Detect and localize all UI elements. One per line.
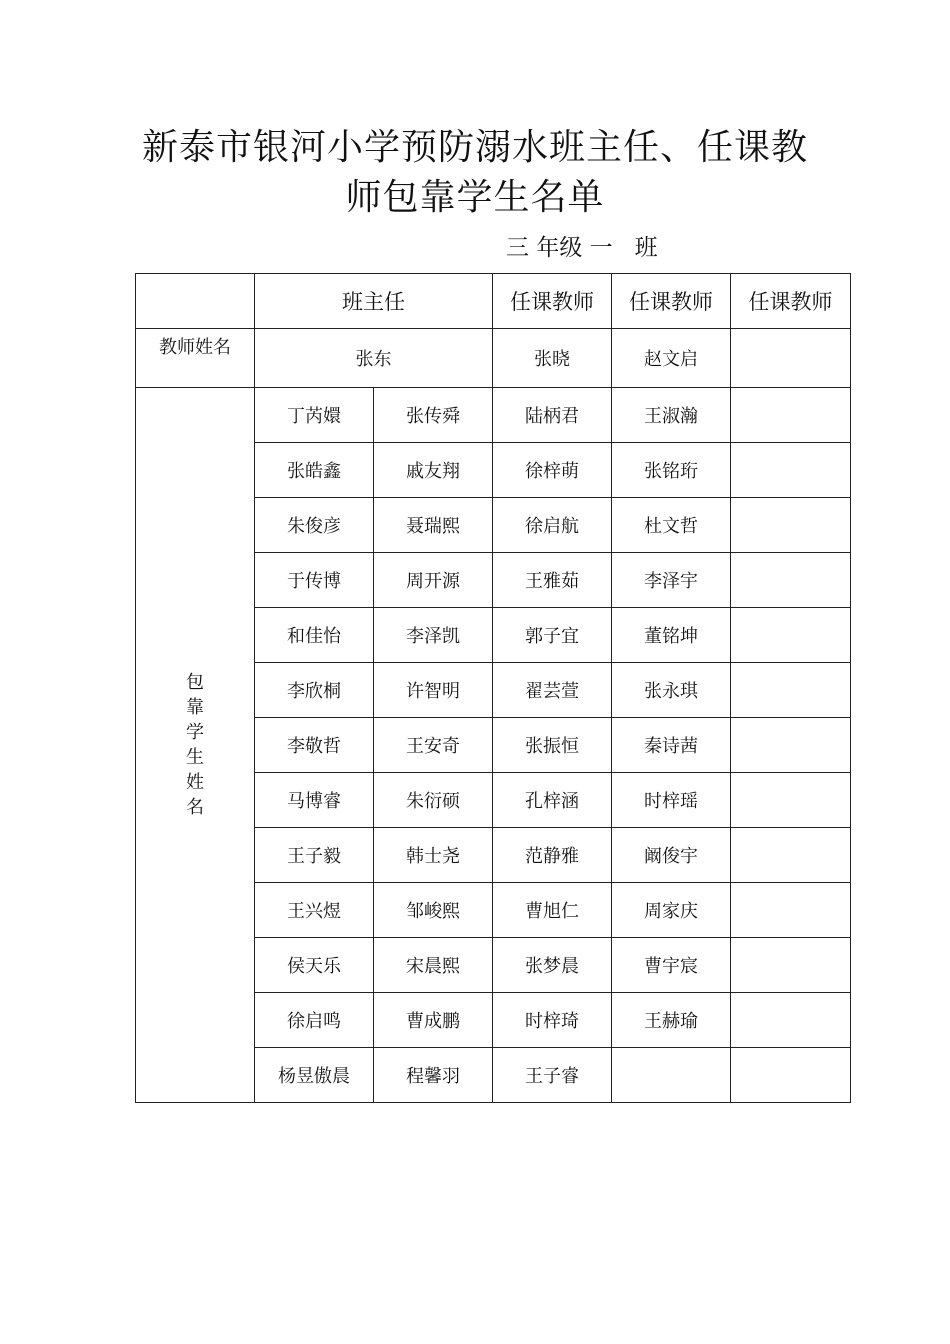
subject-teacher-3-name <box>731 329 851 388</box>
student-assignment-table <box>135 273 851 1103</box>
student-name-cell: 周家庆 <box>612 883 731 938</box>
header-subject-teacher-3: 任课教师 <box>731 274 851 329</box>
student-name-cell: 戚友翔 <box>374 443 493 498</box>
student-name-cell: 李泽凯 <box>374 608 493 663</box>
student-name-cell: 翟芸萱 <box>493 663 612 718</box>
student-name-cell: 徐启鸣 <box>255 993 374 1048</box>
student-name-cell <box>731 828 851 883</box>
student-name-cell: 曹旭仁 <box>493 883 612 938</box>
student-name-cell <box>731 443 851 498</box>
student-name-cell: 李欣桐 <box>255 663 374 718</box>
student-name-cell: 徐启航 <box>493 498 612 553</box>
class-number: 一 <box>589 235 613 261</box>
teacher-name-row <box>136 329 851 388</box>
student-name-cell: 马博睿 <box>255 773 374 828</box>
student-name-cell <box>612 1048 731 1103</box>
student-name-cell: 王赫瑜 <box>612 993 731 1048</box>
student-name-cell: 张传舜 <box>374 388 493 443</box>
student-name-cell: 王子毅 <box>255 828 374 883</box>
student-name-cell <box>731 718 851 773</box>
student-name-cell: 张梦晨 <box>493 938 612 993</box>
student-name-cell: 杜文哲 <box>612 498 731 553</box>
student-name-cell: 时梓瑶 <box>612 773 731 828</box>
student-name-cell: 聂瑞熙 <box>374 498 493 553</box>
header-subject-teacher-2: 任课教师 <box>612 274 731 329</box>
student-name-cell: 孔梓涵 <box>493 773 612 828</box>
student-name-cell: 王兴煜 <box>255 883 374 938</box>
header-subject-teacher-1: 任课教师 <box>493 274 612 329</box>
grade-suffix: 年级 <box>536 235 583 261</box>
document-title-line-2: 师包靠学生名单 <box>345 177 605 218</box>
student-name-cell: 许智明 <box>374 663 493 718</box>
student-name-cell: 范静雅 <box>493 828 612 883</box>
student-name-cell: 李敬哲 <box>255 718 374 773</box>
student-name-cell <box>731 938 851 993</box>
student-name-cell: 曹宇宸 <box>612 938 731 993</box>
subject-teacher-1-name: 张晓 <box>493 329 612 388</box>
student-name-cell: 阚俊宇 <box>612 828 731 883</box>
student-name-cell: 郭子宜 <box>493 608 612 663</box>
students-label: 包靠学生姓名 <box>186 672 204 818</box>
teacher-name-label: 教师姓名 <box>136 329 255 388</box>
grade-value: 三 <box>506 235 529 261</box>
student-name-cell: 王雅茹 <box>493 553 612 608</box>
student-name-cell: 和佳怡 <box>255 608 374 663</box>
student-name-cell: 王安奇 <box>374 718 493 773</box>
header-head-teacher: 班主任 <box>255 274 493 329</box>
student-row <box>136 388 851 443</box>
student-name-cell: 王子睿 <box>493 1048 612 1103</box>
student-name-cell: 程馨羽 <box>374 1048 493 1103</box>
student-name-cell: 张永琪 <box>612 663 731 718</box>
student-name-cell <box>731 388 851 443</box>
student-name-cell: 陆柄君 <box>493 388 612 443</box>
student-name-cell: 张皓鑫 <box>255 443 374 498</box>
student-name-cell: 朱俊彦 <box>255 498 374 553</box>
student-name-cell: 李泽宇 <box>612 553 731 608</box>
students-label-cell <box>136 388 255 1103</box>
student-name-cell: 邹峻熙 <box>374 883 493 938</box>
student-name-cell: 时梓琦 <box>493 993 612 1048</box>
student-name-cell: 韩士尧 <box>374 828 493 883</box>
student-name-cell <box>731 883 851 938</box>
class-info <box>506 231 658 265</box>
student-name-cell: 徐梓萌 <box>493 443 612 498</box>
student-name-cell <box>731 773 851 828</box>
student-name-cell: 曹成鹏 <box>374 993 493 1048</box>
student-name-cell: 董铭坤 <box>612 608 731 663</box>
student-name-cell: 朱衍硕 <box>374 773 493 828</box>
document-title-line-1: 新泰市银河小学预防溺水班主任、任课教 <box>141 127 808 168</box>
student-name-cell <box>731 498 851 553</box>
head-teacher-name: 张东 <box>255 329 493 388</box>
student-name-cell: 侯天乐 <box>255 938 374 993</box>
student-name-cell: 王淑瀚 <box>612 388 731 443</box>
student-name-cell: 宋晨熙 <box>374 938 493 993</box>
header-row <box>136 274 851 329</box>
student-name-cell <box>731 993 851 1048</box>
student-name-cell: 张振恒 <box>493 718 612 773</box>
header-corner-cell <box>136 274 255 329</box>
student-name-cell <box>731 553 851 608</box>
student-name-cell: 杨昱傲晨 <box>255 1048 374 1103</box>
student-name-cell <box>731 608 851 663</box>
student-name-cell: 秦诗茜 <box>612 718 731 773</box>
class-suffix: 班 <box>634 235 658 261</box>
student-name-cell <box>731 1048 851 1103</box>
student-name-cell: 周开源 <box>374 553 493 608</box>
student-name-cell: 张铭珩 <box>612 443 731 498</box>
subject-teacher-2-name: 赵文启 <box>612 329 731 388</box>
student-name-cell: 丁芮嬛 <box>255 388 374 443</box>
student-name-cell <box>731 663 851 718</box>
student-name-cell: 于传博 <box>255 553 374 608</box>
